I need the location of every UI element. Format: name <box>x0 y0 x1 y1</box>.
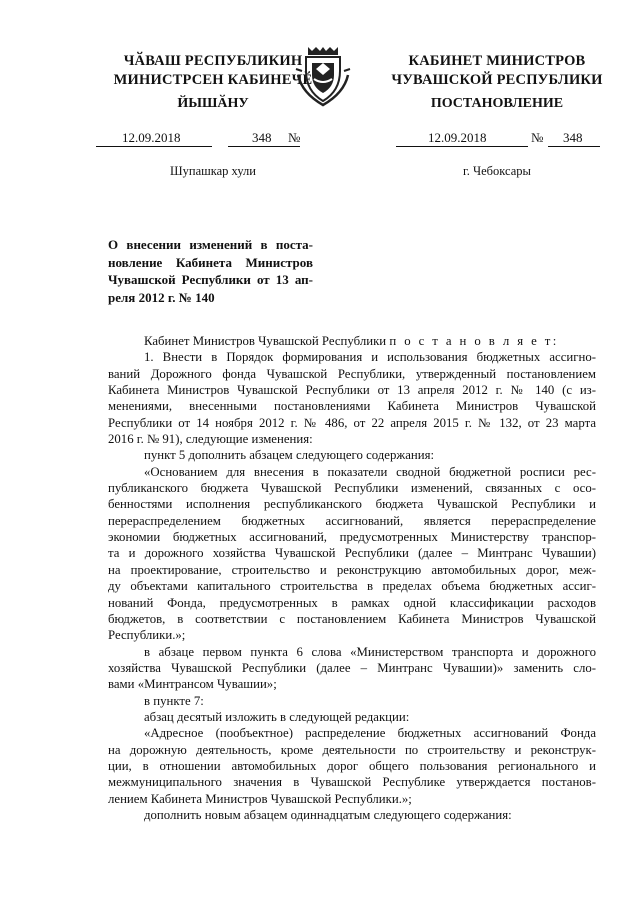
org-name-russian <box>378 52 616 90</box>
body-line: 1. Внести в Порядок формирования и использования бюджетных ассигно- <box>144 350 596 365</box>
body-line: в пункте 7: <box>144 693 204 708</box>
document-body <box>108 333 596 823</box>
body-line: экономии бюджетных ассигнований, предусмотренных Министерству транспор- <box>108 530 596 545</box>
doc-type-russian: ПОСТАНОВЛЕНИЕ <box>430 96 564 111</box>
coat-of-arms-icon <box>294 45 352 107</box>
body-line: Республики от 14 ноября 2012 г. № 486, от 22 апреля 2015 г. № 132, от 23 марта <box>108 415 596 430</box>
body-line: нований Фонда, предусмотренных в рамках одной классификации расходов <box>108 595 596 610</box>
body-line: вами «Минтрансом Чувашии»; <box>108 677 277 692</box>
subject-line: О внесении изменений в поста- <box>108 237 313 252</box>
date-underline-right <box>396 146 528 147</box>
number-left: 348 <box>252 130 272 145</box>
org-name-russian-line2: ЧУВАШСКОЙ РЕСПУБЛИКИ <box>391 72 603 88</box>
body-line: «Основанием для внесения в показатели сводной бюджетной росписи рес- <box>144 464 596 479</box>
date-right: 12.09.2018 <box>428 130 487 145</box>
number-sign-right: № <box>531 130 544 145</box>
subject-line: Чувашской Республики от 13 ап- <box>108 272 313 287</box>
body-line: в абзаце первом пункта 6 слова «Министерством транспорта и дорожного <box>144 644 596 659</box>
document-subject <box>108 236 313 306</box>
number-underline-right <box>548 146 600 147</box>
body-line: менениями, внесенными постановлениями Кабинета Министров Чувашской <box>108 399 596 414</box>
body-line: межмуниципального значения в Чувашской Республике утверждается постанов- <box>108 775 596 790</box>
body-line: публиканского бюджета Чувашской Республики изменений, связанных с осо- <box>108 481 596 496</box>
body-line: на дорожную деятельность, кроме деятельности по строительству и реконструк- <box>108 742 596 757</box>
number-underline-left <box>228 146 300 147</box>
body-line: бюджетов, в соответствии с постановлением Кабинета Министров Чувашской <box>108 611 596 626</box>
preamble-text: Кабинет Министров Чувашской Республики <box>144 334 387 348</box>
body-line: 2016 г. № 91), следующие изменения: <box>108 432 313 447</box>
emblem-logo <box>294 45 352 107</box>
preamble-resolves: п о с т а н о в л я е т: <box>389 334 559 348</box>
subject-line: новление Кабинета Министров <box>108 254 313 270</box>
org-name-chuvash-line2: МИНИСТРСЕН КАБИНЕЧӖ <box>113 72 313 88</box>
body-line: Республики.»; <box>108 628 186 643</box>
city-russian: г. Чебоксары <box>463 164 531 178</box>
body-line: «Адресное (пообъектное) распределение бюджетных ассигнований Фонда <box>144 726 596 741</box>
number-sign-left: № <box>288 130 301 145</box>
subject-line: реля 2012 г. № 140 <box>108 289 215 305</box>
body-line: абзац десятый изложить в следующей редакции: <box>144 709 410 724</box>
body-line: ваний Дорожного фонда Чувашской Республики, утвержденный постановлением <box>108 366 596 381</box>
body-line: ции, в отношении автомобильных дорог общего пользования регионального и <box>108 758 596 773</box>
number-right: 348 <box>563 130 583 145</box>
body-line: лением Кабинета Министров Чувашской Республики.»; <box>108 791 412 806</box>
body-line: на проектирование, строительство и реконструкцию автомобильных дорог, меж- <box>108 562 596 577</box>
body-line: та и дорожного хозяйства Чувашской Республики (далее – Минтранс Чувашии) <box>108 546 596 561</box>
org-name-chuvash <box>108 52 318 90</box>
body-line: дополнить новым абзацем одиннадцатым следующего содержания: <box>144 807 512 822</box>
org-name-chuvash-line1: ЧӐВАШ РЕСПУБЛИКИН <box>123 53 303 69</box>
body-line: Кабинета Министров Чувашской Республики от 13 апреля 2012 г. № 140 (с из- <box>108 383 596 398</box>
org-name-russian-line1: КАБИНЕТ МИНИСТРОВ <box>408 53 586 69</box>
date-left: 12.09.2018 <box>122 130 181 145</box>
preamble-line <box>108 333 596 349</box>
body-line: ду объектами капитального строительства в пределах объема бюджетных ассиг- <box>108 579 596 594</box>
body-line: хозяйства Чувашской Республики (далее – Минтранс Чувашии)» заменить сло- <box>108 660 596 675</box>
body-line: перераспределением бюджетных ассигнований, является перераспределение <box>108 513 596 528</box>
date-underline-left <box>96 146 212 147</box>
city-chuvash: Шупашкар хули <box>170 164 256 178</box>
body-line: пункт 5 дополнить абзацем следующего содержания: <box>144 448 435 463</box>
doc-type-chuvash: ЙЫШӐНУ <box>177 96 249 111</box>
body-line: бенностями исполнения республиканского бюджета Чувашской Республики и <box>108 497 596 512</box>
